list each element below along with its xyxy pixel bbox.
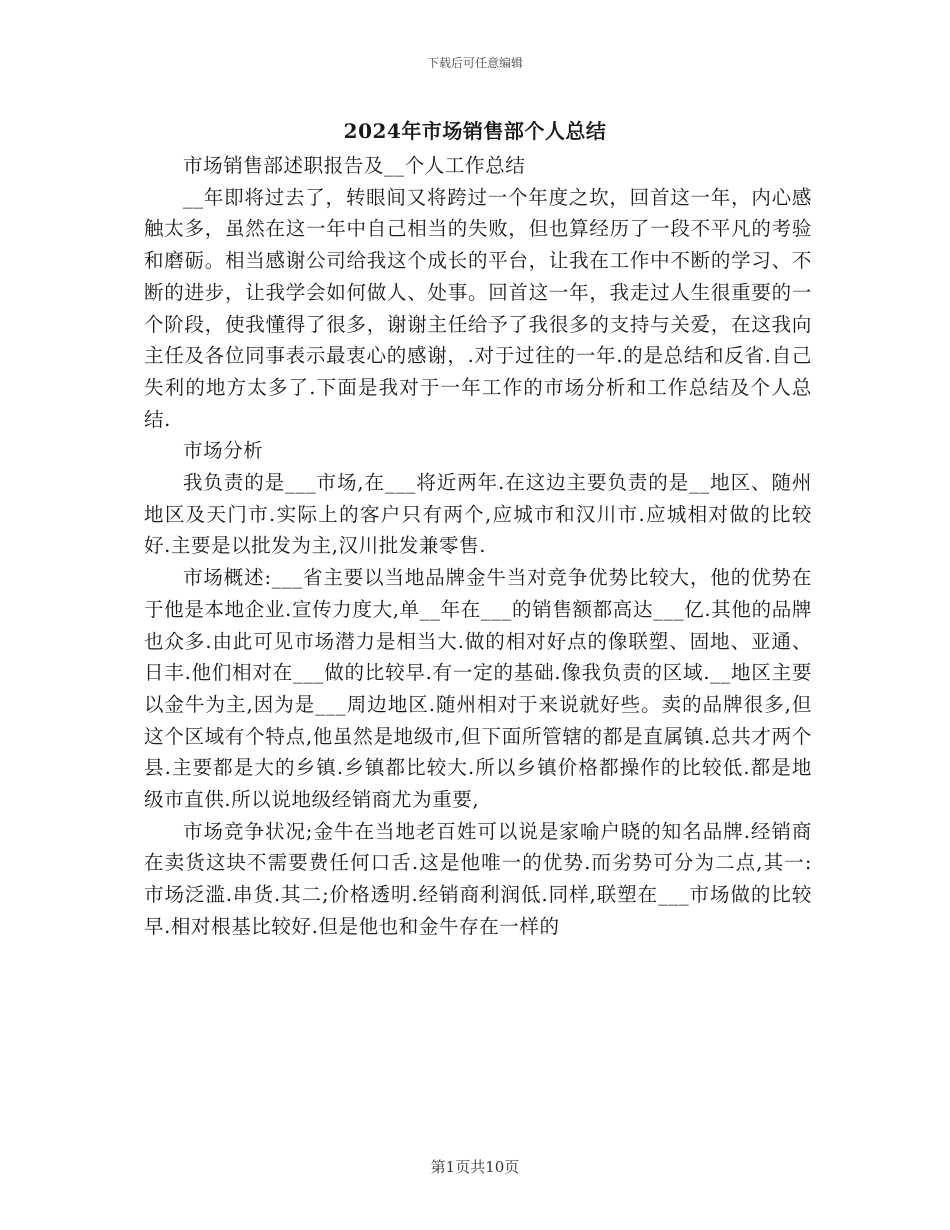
document-body — [144, 150, 812, 943]
paragraph-subtitle: 市场销售部述职报告及__个人工作总结 — [183, 154, 526, 177]
page-header-note: 下载后可任意编辑 — [426, 56, 523, 70]
paragraph-market-overview: 市场概述:___省主要以当地品牌金牛当对竞争优势比较大，他的优势在于他是本地企业.宣传力度大,单__年在___的销售额都高达___亿.其他的品牌也众多.由此可见市场潜力是相当大.做的相对好点的像联塑、固地、亚通、日丰.他们相对在___做的比较早.有一定的基础.像我负责的区域.__地区主要以金牛为主,因为是___周边地区.随州相对于来说就好些。卖的品牌很多,但这个区域有个特点,他虽然是地级市,但下面所管辖的都是直属镇.总共才两个县.主要都是大的乡镇.乡镇都比较大.所以乡镇价格都操作的比较低.都是地级市直供.所以说地级经销商尤为重要, — [144, 566, 812, 812]
paragraph-section-heading: 市场分析 — [183, 439, 264, 463]
paragraph-intro: __年即将过去了，转眼间又将跨过一个年度之坎，回首这一年，内心感触太多，虽然在这一年中自己相当的失败，但也算经历了一段不平凡的考验和磨砺。相当感谢公司给我这个成长的平台，让我在工作中不断的学习、不断的进步，让我学会如何做人、处事。回首这一年，我走过人生很重要的一个阶段，使我懂得了很多，谢谢主任给予了我很多的支持与关爱，在这我向主任及各位同事表示最衷心的感谢，.对于过往的一年.的是总结和反省.自己失利的地方太多了.下面是我对于一年工作的市场分析和工作总结及个人总结. — [144, 185, 812, 431]
page-footer-number: 第1页共10页 — [430, 1158, 520, 1176]
paragraph-competition: 市场竞争状况;金牛在当地老百姓可以说是家喻户晓的知名品牌.经销商在卖货这块不需要费任何口舌.这是他唯一的优势.而劣势可分为二点,其一:市场泛滥.串货.其二;价格透明.经销商利润低.同样,联塑在___市场做的比较早.相对根基比较好.但是他也和金牛存在一样的 — [144, 819, 812, 938]
paragraph-responsibility: 我负责的是___市场,在___将近两年.在这边主要负责的是__地区、随州地区及天门市.实际上的客户只有两个,应城市和汉川市.应城相对做的比较好.主要是以批发为主,汉川批发兼零售. — [144, 471, 812, 558]
document-title: 2024年市场销售部个人总结 — [343, 119, 607, 143]
